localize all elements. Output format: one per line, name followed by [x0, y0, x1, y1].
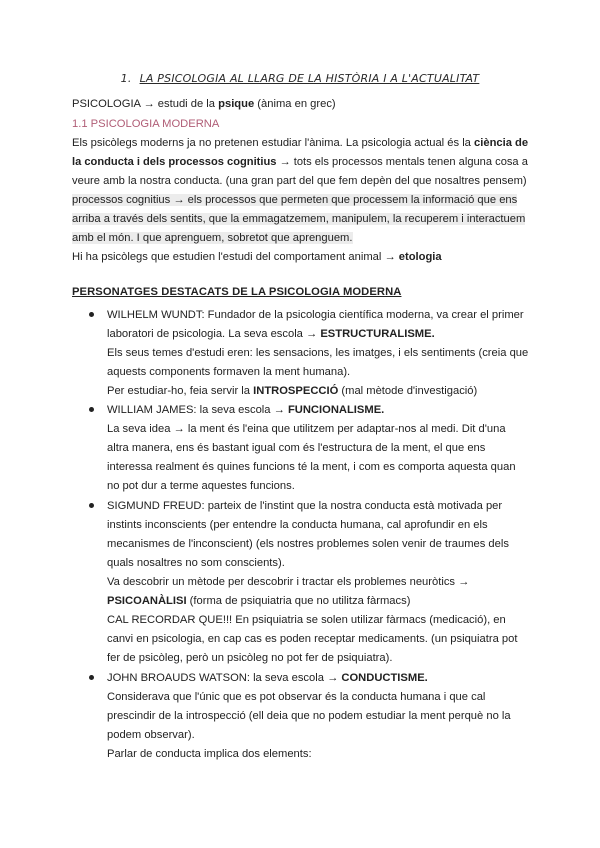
james-line-2: La seva idea → la ment és l'eina que utilitzem per adaptar-nos al medi. Dit d'una [107, 423, 506, 435]
james-bold: FUNCIONALISME. [287, 404, 385, 416]
wundt-text: Per estudiar-ho, feia servir la [107, 385, 254, 397]
freud-line-9: fer de psicòleg, però un psicòleg no pot fer de psiquiatra). [107, 652, 393, 664]
para1-line-5 [72, 209, 525, 229]
section-heading: PERSONATGES DESTACATS DE LA PSICOLOGIA MODERNA [72, 286, 402, 298]
freud-text: (forma de psiquiatria que no utilitza fàrmacs) [186, 595, 411, 607]
wundt-bold: ESTRUCTURALISME. [320, 328, 435, 340]
wundt-bold: INTROSPECCIÓ [253, 385, 339, 397]
document-title [0, 72, 600, 85]
wundt-text: laboratori de psicologia. La seva escola → [107, 328, 321, 340]
wundt-line-2 [107, 324, 435, 344]
intro-bold: psique [218, 98, 255, 110]
title-text: LA PSICOLOGIA AL LLARG DE LA HISTÒRIA I A L'ACTUALITAT [139, 72, 480, 85]
para1-bold: la conducta i dels processos cognitius [72, 156, 277, 168]
watson-bold: CONDUCTISME. [341, 672, 428, 684]
freud-line-8: canvi en psicologia, en cap cas es poden receptar medicaments. (un psiquiatra pot [107, 633, 518, 645]
highlighted-text: processos cognitius → els processos que permeten que processem la informació que ens [72, 194, 518, 206]
title-number: 1. [120, 72, 132, 85]
james-text: WILLIAM JAMES: la seva escola → [107, 404, 288, 416]
james-line-3: altra manera, ens és bastant igual com és l'estructura de la ment, el que ens [107, 442, 486, 454]
para1-line-7 [72, 247, 442, 267]
freud-line-7: CAL RECORDAR QUE!!! En psiquiatria se solen utilizar fàrmacs (medicació), en [107, 614, 506, 626]
freud-line-3: mecanismes de l'inconscient) (els nostres problemes solen venir de traumes dels [107, 538, 509, 550]
wundt-line-3: Els seus temes d'estudi eren: les sensacions, les imatges, i els sentiments (creia que [107, 347, 529, 359]
highlighted-text: arriba a través dels sentits, que la emmagatzemem, manipulem, la recuperem i interactuem [72, 213, 526, 225]
para1-line-1 [72, 133, 528, 153]
watson-line-1 [107, 668, 428, 688]
watson-line-5: Parlar de conducta implica dos elements: [107, 748, 312, 760]
wundt-line-1: WILHELM WUNDT: Fundador de la psicologia científica moderna, va crear el primer [107, 309, 524, 321]
para1-bold: etologia [398, 251, 442, 263]
para1-text: → tots els processos mentals tenen alguna cosa a [276, 156, 528, 168]
freud-bold: PSICOANÀLISI [107, 595, 187, 607]
freud-line-1: SIGMUND FREUD: parteix de l'instint que la nostra conducta està motivada per [107, 500, 503, 512]
intro-text-end: (ànima en grec) [254, 98, 336, 110]
freud-line-5: Va descobrir un mètode per descobrir i tractar els problemes neuròtics → [107, 576, 470, 588]
wundt-text-end: (mal mètode d'investigació) [338, 385, 478, 397]
para1-text: Els psicòlegs moderns ja no pretenen estudiar l'ànima. La psicologia actual és la [72, 137, 475, 149]
intro-line [72, 94, 336, 114]
highlighted-text: amb el món. I que aprenguem, sobretot que aprenguem. [72, 232, 353, 244]
bullet-icon [89, 503, 94, 508]
james-line-5: no pot dur a terme aquestes funcions. [107, 480, 295, 492]
para1-line-2 [72, 152, 528, 172]
para1-line-3: veure amb la nostra conducta. (una gran part del que fem depèn del que nosaltres pensem) [72, 175, 527, 187]
freud-line-2: instints inconscients (per entendre la conducta humana, cal aprofundir en els [107, 519, 488, 531]
freud-line-6 [107, 591, 410, 611]
para1-line-6 [72, 228, 353, 248]
watson-text: JOHN BROAUDS WATSON: la seva escola → [107, 672, 342, 684]
james-line-1 [107, 400, 384, 420]
subtitle: 1.1 PSICOLOGIA MODERNA [72, 118, 220, 130]
watson-line-4: podem observar). [107, 729, 195, 741]
bullet-icon [89, 675, 94, 680]
para1-line-4 [72, 190, 517, 210]
watson-line-3: prescindir de la introspecció (ell deia que no podem estudiar la ment perquè no la [107, 710, 511, 722]
wundt-line-4: aquests components formaven la ment humana). [107, 366, 351, 378]
para1-bold: ciència de [474, 137, 529, 149]
bullet-icon [89, 407, 94, 412]
watson-line-2: Considerava que l'únic que es pot observar és la conducta humana i que cal [107, 691, 486, 703]
intro-text: PSICOLOGIA → estudi de la [72, 98, 219, 110]
james-line-4: interessa realment és quines funcions té la ment, i com es comporta aquesta quan [107, 461, 516, 473]
wundt-line-5 [107, 381, 477, 401]
freud-line-4: quals nosaltres no som conscients). [107, 557, 285, 569]
bullet-icon [89, 312, 94, 317]
para1-text: Hi ha psicòlegs que estudien l'estudi del comportament animal → [72, 251, 399, 263]
